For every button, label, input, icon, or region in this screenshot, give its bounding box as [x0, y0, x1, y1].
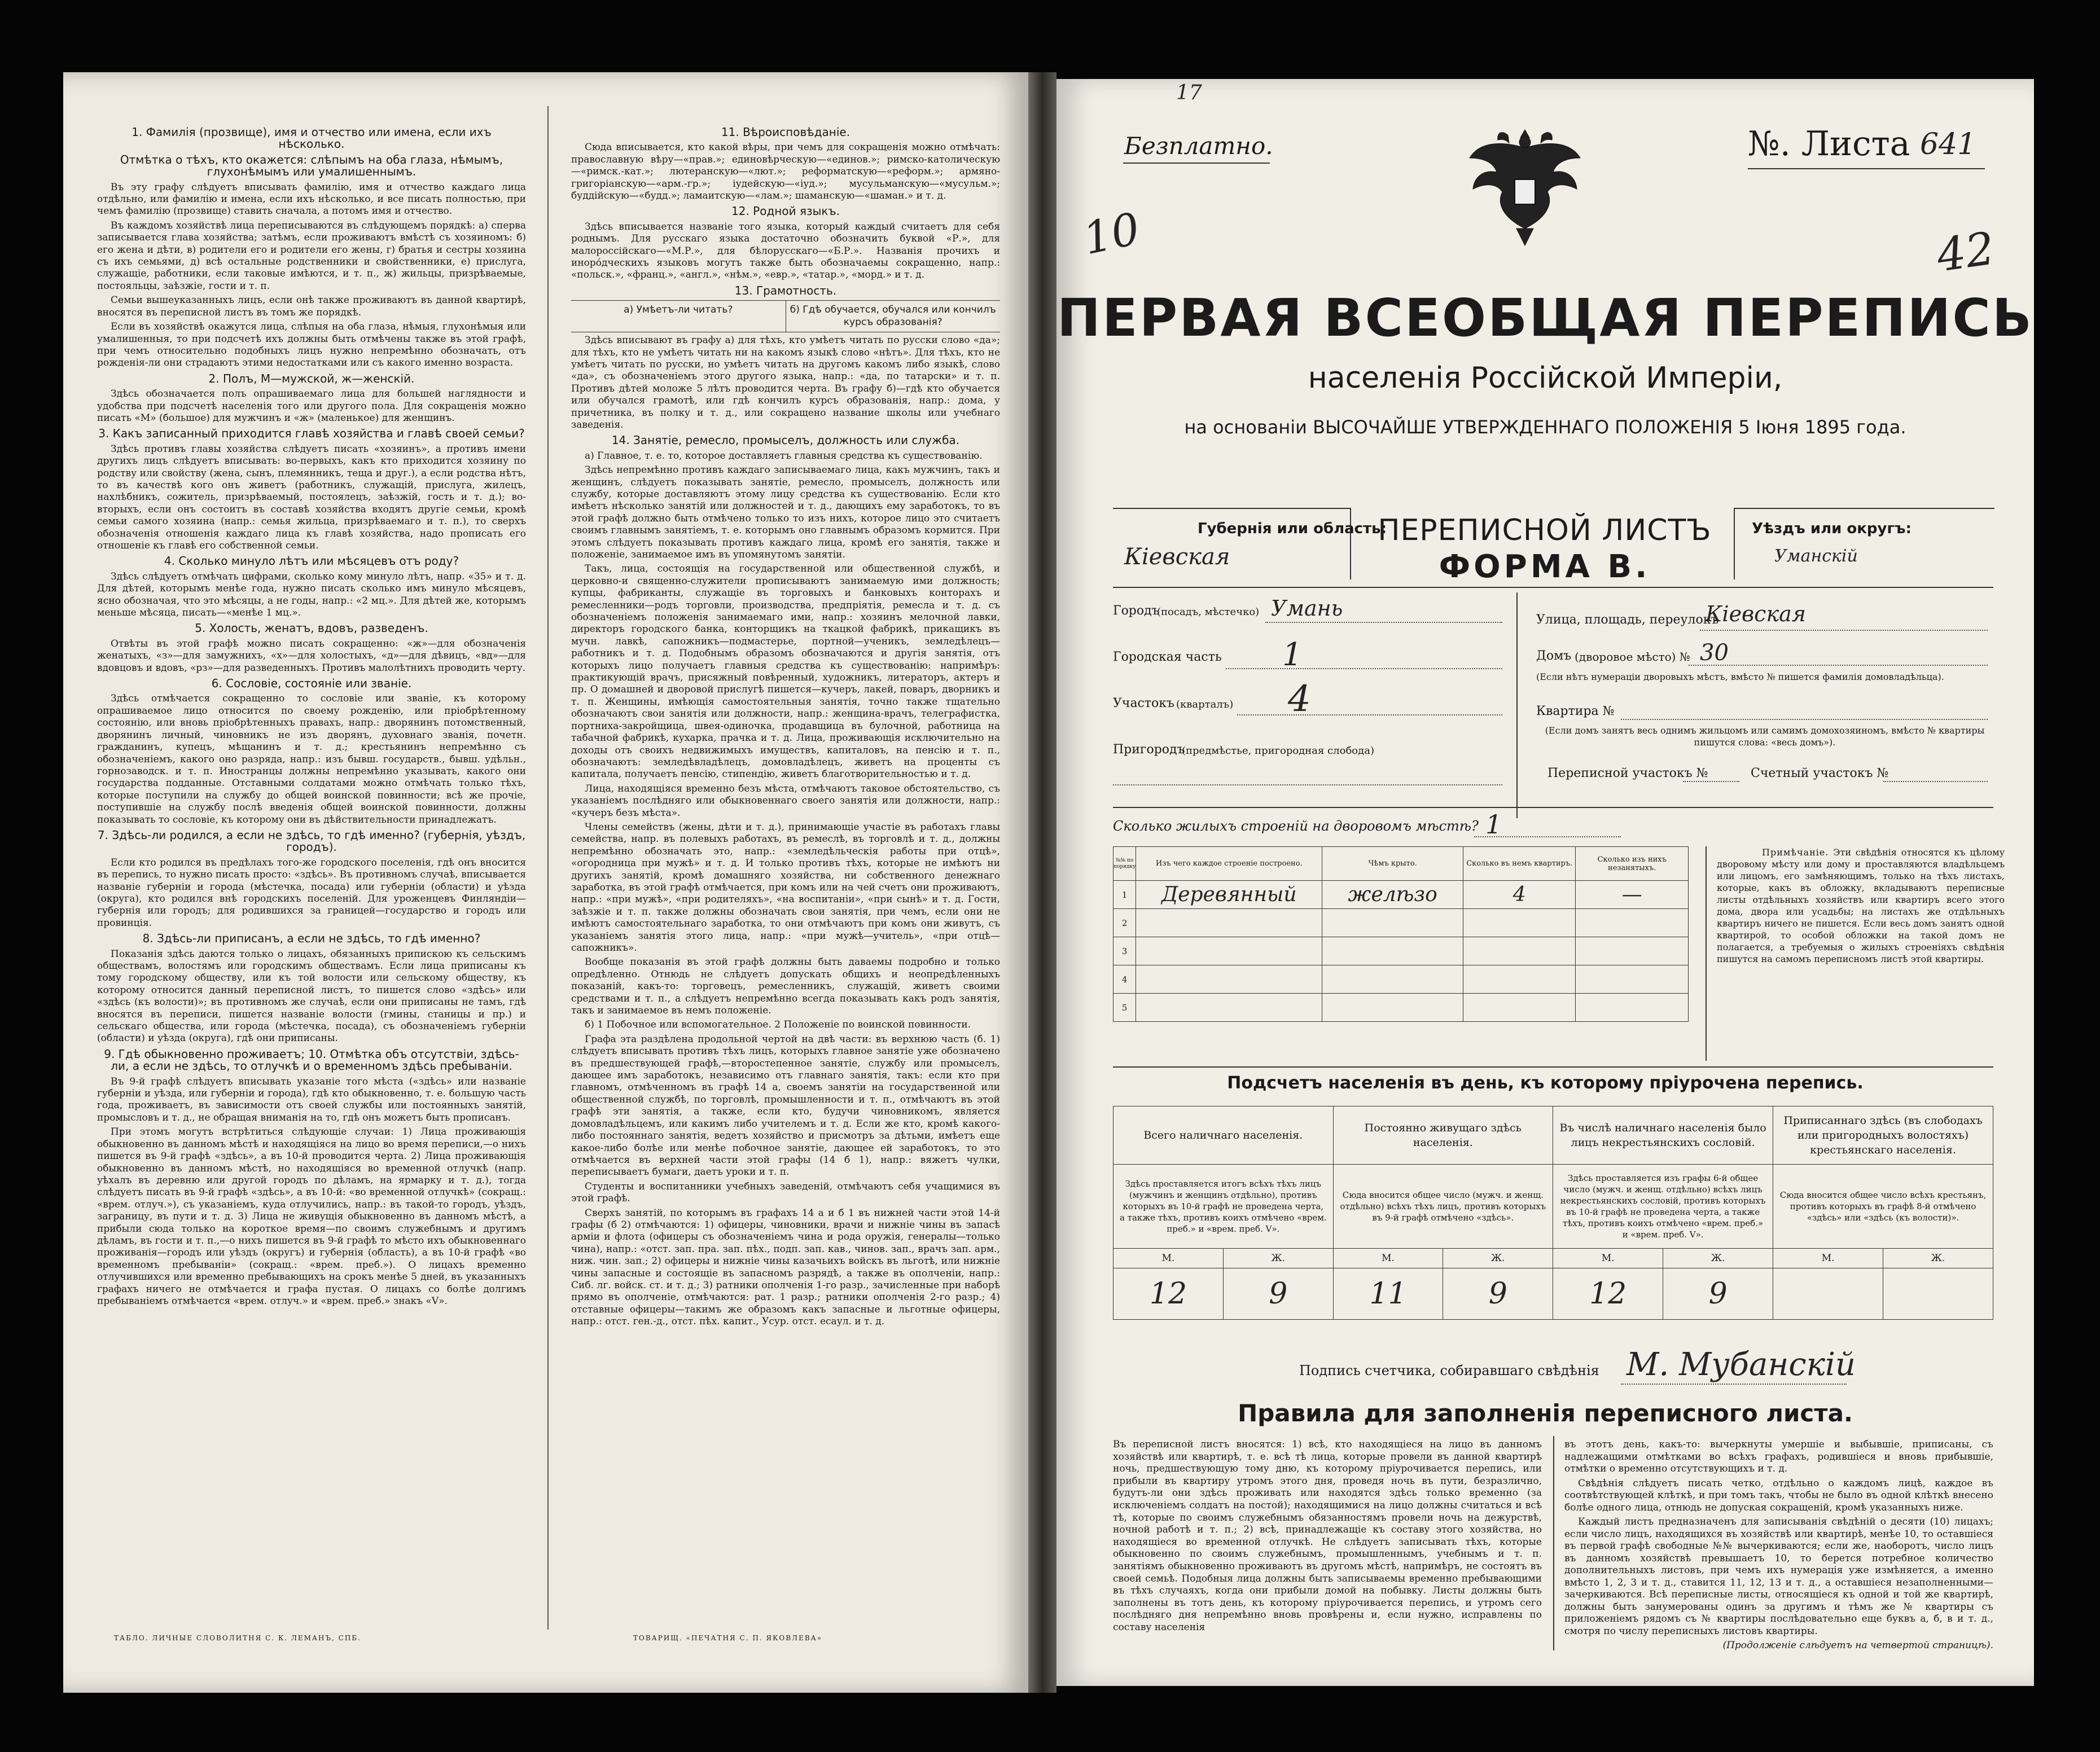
- bld-cell-apts: [1463, 937, 1576, 965]
- suburb-line: [1113, 784, 1502, 785]
- gubernia-box: [1113, 508, 1387, 579]
- instruction-paragraph: Вообще показанія въ этой графѣ должны быть даваемы подробно и только опредѣленно. Отнюдь не слѣдуетъ допускать общихъ и неопредѣленныхъ показаній, какъ-то: торговецъ, ремесленникъ, служащій, живетъ своими средствами и т. п., а слѣдуетъ непремѣнно всегда показывать какъ родъ занятія, такъ и занимаемое въ немъ положеніе.: [571, 956, 1000, 1017]
- bld-cell-material: [1136, 965, 1322, 994]
- pop-value-z: 9: [1443, 1268, 1553, 1320]
- instruction-heading: 1. Фамилія (прозвище), имя и отчество или имена, если ихъ нѣсколько.: [131, 125, 492, 151]
- rules-column-1: Въ переписной листъ вносятся: 1) всѣ, кто находящіеся на лицо въ данномъ хозяйствѣ или квартирѣ, т. е. всѣ тѣ лица, которые провели въ данной квартирѣ ночь, предшествующую тому дню, къ которому пріурочивается перепись, или прибыли въ квартиру утромъ этого дня, проведя ночь въ пути, безразлично, будутъ-ли они здѣсь проживать или находятся здѣсь только временно (за исключеніемъ солдатъ на постой); находящимися на лицо должны считаться и всѣ тѣ, которые по своимъ служебнымъ обязанностямъ провели ночь на дежурствѣ, ночной работѣ и т. п.; 2) всѣ, принадлежащіе къ составу этого хозяйства, но находящіеся во временной отлучкѣ. Не слѣдуетъ записывать тѣхъ, которые обыкновенно по своимъ служебнымъ, промышленнымъ, учебнымъ и т. п. занятіямъ обыкновенно проживаютъ въ другомъ мѣстѣ, напримѣръ, не состоятъ въ своей семьѣ. Подобныя лица должны быть записываемы временно пребывающими въ тѣхъ случаяхъ, когда они прибыли домой на побывку. Листы должны быть заполнены въ тотъ день, къ которому пріурочивается перепись, и утромъ сего послѣдняго дня непремѣнно вновь провѣрены и, если нужно, исправлены по составу населенія: [1113, 1439, 1542, 1633]
- pop-description-1: Сюда вносится общее число (мужч. и женщ. отдѣльно) всѣхъ тѣхъ лицъ, противъ которыхъ въ 9-й графѣ отмѣчено «здѣсь».: [1333, 1165, 1553, 1249]
- pop-sex-label-m: М.: [1553, 1249, 1663, 1268]
- buildings-line: [1474, 836, 1621, 837]
- fields-bottom-rule: [1113, 807, 1993, 808]
- pop-sex-label-z: Ж.: [1663, 1249, 1773, 1268]
- gubernia-label: Губернія или область:: [1198, 520, 1387, 537]
- apartment-line: [1621, 719, 1988, 720]
- bld-cell-apts: [1463, 994, 1576, 1022]
- literacy-sub-a: а) Умѣетъ-ли читать?: [571, 301, 786, 332]
- bld-cell-material: [1136, 994, 1322, 1022]
- rules-divider: [1553, 1436, 1554, 1650]
- table-row: [1113, 881, 1689, 909]
- uezd-label: Уѣздъ или округъ:: [1752, 520, 1912, 537]
- printer-imprint-right: ТОВАРИЩ. «ПЕЧАТНЯ С. П. ЯКОВЛЕВА»: [633, 1634, 823, 1642]
- signature-label: Подпись счетчика, собиравшаго свѣдѣнія: [1299, 1363, 1599, 1378]
- form-title: ФОРМА В.: [1439, 548, 1651, 585]
- instruction-heading: Отмѣтка о тѣхъ, кто окажется: слѣпымъ на оба глаза, нѣмымъ, глухонѣмымъ или умалишеннымъ.: [120, 152, 503, 179]
- margin-number-right: 42: [1934, 222, 1998, 282]
- instruction-paragraph: Такъ, лица, состоящія на государственной или общественной службѣ, и церковно-и священно-служители прописываютъ занимаемую ими должность; купцы, фабриканты, служащіе въ торговыхъ и банковыхъ конторахъ и ремесленники—родъ торговли, производства, предпріятія, ремесла и т. д. съ обозначеніемъ положенія занимаемаго ими, напр.: хозяинъ мелочной лавки, директоръ городского банка, конторщикъ на ткацкой фабрикѣ, прикащикъ въ мучн. лавкѣ, сапожникъ—подмастерье, портной—ученикъ, земледѣлецъ—работникъ и т. д. Подобнымъ образомъ обозначаются и другія занятія, отъ которыхъ лицо получаетъ главныя средства къ существованію: напримѣръ: практикующій врачъ, присяжный повѣренный, художникъ, литераторъ, актеръ и пр. О домашней и дворовой прислугѣ пишется—кучеръ, лакей, поваръ, дворникъ и т. п. Женщины, имѣющія самостоятельныя занятія, точно также тщательно обозначаютъ свои занятія или должности, напр.: женщина-врачъ, телеграфистка, портниха-закройщица, швея-одиночка, продавщица въ булочной, работница на табачной фабрикѣ, кухарка, прачка и т. д. Лица, проживающія исключительно на доходы отъ своихъ недвижимыхъ имуществъ, капиталовъ, на пенсію и т. п., обозначаютъ: земледѣвладѣлецъ, домовладѣлецъ, живетъ на проценты съ капитала, получаетъ пенсію, стипендію, живетъ благотворительностью и т. д.: [571, 563, 1000, 780]
- pop-sex-label-m: М.: [1773, 1249, 1883, 1268]
- instruction-paragraph: Семьи вышеуказанныхъ лицъ, если онѣ также проживаютъ въ данной квартирѣ, вносятся въ переписной листъ въ томъ же порядкѣ.: [97, 295, 526, 318]
- note-label: Примѣчаніе.: [1762, 847, 1829, 858]
- suburb-hint: (предмѣстье, пригородная слобода): [1182, 745, 1374, 757]
- city-label: Городъ: [1113, 604, 1160, 618]
- instruction-paragraph: Въ эту графу слѣдуетъ вписывать фамилію, имя и отчество каждаго лица отдѣльно, или фамилію и имена, если ихъ нѣсколько, и все писать полностью, при чемъ фамилію (прозвище) ставить сначала, а потомъ имя и отчество.: [97, 181, 526, 217]
- instruction-heading: 2. Полъ, М—мужской, ж—женскій.: [208, 371, 415, 385]
- buildings-bottom-rule: [1113, 1066, 1993, 1068]
- uezd-value: Уманскій: [1774, 546, 1858, 566]
- district-hint: (кварталъ): [1176, 699, 1234, 710]
- bld-cell-empty: [1576, 965, 1689, 994]
- instruction-paragraph: Сверхъ занятій, по которымъ въ графахъ 14 а и б 1 въ нижней части этой 14-й графы (б 2) отмѣчаются: 1) офицеры, чиновники, врачи и нижніе чины въ запасѣ арміи и флота (офицеры съ обозначеніемъ чина и рода оружія, генералы—только чина), напр.: «отст. зап. пра. зап. пѣх., подп. зап. кав., чинов. зап., врачъ зап. арм., ниж. чин. зап.; 2) офицеры и нижніе чины казачьихъ войскъ въ льготѣ, или нижніе чины запасные и состоящіе въ запасномъ разрядѣ, а также въ ополченіи, напр.: Сиб. лг. войск. ст. и т. д.; 3) ратники ополченія 1-го разр., зачисленные при наборѣ прямо въ ополченіе, отмѣчаются: рат. 1 разр.; ратники ополченія 2-го разр.; 4) отставные офицеры—такимъ же образомъ какъ запасные и льготные офицеры, напр.: отст. ген.-д., отст. пѣх. капит., Усур. отст. есаул. и т. д.: [571, 1207, 1000, 1328]
- bld-cell-roof: [1322, 937, 1463, 965]
- rules-title: Правила для заполненія переписного листа.: [1238, 1399, 1853, 1427]
- sheet-number-label: №. Листа: [1748, 124, 1910, 164]
- uezd-box: [1734, 508, 1994, 579]
- instruction-paragraph: Здѣсь отмѣчается сокращенно то сословіе или званіе, къ которому опрашиваемое лицо относится по своему рожденію, или пріобрѣтенному состоянію, или вновь пріобрѣтенныхъ правахъ, напр.: дворянинъ потомственный, дворянинъ личный, чиновникъ не изъ дворянъ, духовнаго званія, почетн. гражданинъ, купецъ, мѣщанинъ и т. д.; крестьянинъ непремѣнно съ обозначеніемъ, какого оно разряда, напр.: изъ бывш. государств., бывш. удѣльн., горнозаводск. и т. п. Иностранцы должны непремѣнно указывать, какого они государства подданные. Отставными солдатами можно отмѣчать только тѣхъ, которые поступили на службу до общей воинской повинности; всѣ же прочіе, поступившіе на службу послѣ введенія общей воинской повинности, должны показывать то сословіе, къ которому они въ дѣйствительности принадлежатъ.: [97, 693, 526, 825]
- pop-header-3: Приписаннаго здѣсь (въ слободахъ или пригородныхъ волостяхъ) крестьянскаго населенія.: [1773, 1106, 1993, 1165]
- pop-value-m: 11: [1333, 1268, 1443, 1320]
- sheet-title: ПЕРЕПИСНОЙ ЛИСТЪ: [1378, 513, 1712, 547]
- buildings-question: Сколько жилыхъ строеній на дворовомъ мѣстѣ?: [1113, 818, 1479, 834]
- street-label: Улица, площадь, переулокъ: [1536, 613, 1719, 627]
- instruction-heading: 3. Какъ записанный приходится главѣ хозяйства и главѣ своей семьи?: [98, 427, 525, 441]
- bld-cell-n: 4: [1113, 965, 1136, 994]
- instruction-heading: 13. Грамотность.: [734, 283, 837, 297]
- street-value: Кіевская: [1706, 601, 1806, 626]
- free-label-underline: [1123, 163, 1270, 164]
- census-district-label: Переписной участокъ №: [1547, 766, 1708, 780]
- instruction-paragraph: Здѣсь противъ главы хозяйства слѣдуетъ писать «хозяинъ», а противъ имени другихъ лицъ слѣдуетъ вписывать: во-первыхъ, какъ кто приходится хозяину по родству или свойству (жена, сынъ, племянникъ, теща и друг.), а если родства нѣтъ, то въ качествѣ кого онъ живетъ (работникъ, служащій, прислуга, жилецъ, нахлѣбникъ, сожитель, призрѣваемый, постоялецъ, заѣзжій, гость и т. д.); во-вторыхъ, если онъ состоитъ въ составѣ хозяйства входятъ другіе семьи, кромѣ семьи самого хозяина (напр.: семья жильца, призрѣваемаго и т. п.), то сверхъ обозначенія отношенія каждаго лица къ главѣ хозяйства, надо прописать его отношеніе къ главѣ его собственной семьи.: [97, 443, 526, 551]
- pop-value-z: 9: [1223, 1268, 1333, 1320]
- instruction-heading: 6. Сословіе, состояніе или званіе.: [211, 677, 412, 691]
- literacy-subheadings: [571, 300, 1000, 332]
- pop-value-m: 12: [1113, 1268, 1224, 1320]
- bld-cell-n: 3: [1113, 937, 1136, 965]
- pop-sex-label-z: Ж.: [1883, 1249, 1993, 1268]
- rules-col2-p3: Каждый листъ предназначенъ для записыванія свѣдѣній о десяти (10) лицахъ; если число лицъ, находящихся въ хозяйствѣ или квартирѣ, менѣе 10, то оставшіеся въ первой графѣ свободные №№ вычеркиваются; если же, наоборотъ, число лицъ въ данномъ хозяйствѣ превышаетъ 10, то берется потребное количество дополнительныхъ листовъ, при чемъ ихъ нумерація уже измѣняется, а именно вмѣсто 1, 2, 3 и т. д., ставится 11, 12, 13 и т. д., а оставшіеся незаполненными—зачеркиваются. Всѣ переписные листы, относящіеся къ одной и той же квартирѣ, должны быть занумерованы одинъ за другимъ и тѣмъ же № квартиры съ приложеніемъ рядомъ съ № квартиры послѣдовательно еще буквъ а, б, в и т. д., смотря по числу переписныхъ листовъ квартиры.: [1564, 1516, 1993, 1637]
- instruction-paragraph: Лица, находящіяся временно безъ мѣста, отмѣчаютъ таковое обстоятельство, съ указаніемъ послѣдняго или обыкновеннаго своего занятія или должности, напр.: «кучеръ безъ мѣста».: [571, 783, 1000, 819]
- instructions-column-2: [571, 123, 1000, 1624]
- apartment-note: (Если домъ занятъ весь однимъ жильцомъ или самимъ домохозяиномъ, вмѣсто № квартиры пишутся слова: «весь домъ»).: [1545, 725, 1985, 748]
- bld-header-empty: Сколько изъ нихъ незанятыхъ.: [1576, 847, 1689, 881]
- census-district-line: [1683, 781, 1739, 782]
- instruction-paragraph: Здѣсь вписывается названіе того языка, который каждый считаетъ для себя роднымъ. Для русскаго языка достаточно обозначить буквой «Р.», для малороссійскаго—«М.Р.», для бѣлорусскаго—«Б.Р.». Названія прочихъ и иноро́дческихъ языковъ могутъ также быть обозначаемы сокращенно, напр.: «польск.», «франц.», «англ.», «нѣм.», «евр.», «татар.», «морд.» и т. д.: [571, 221, 1000, 281]
- instruction-heading: 14. Занятіе, ремесло, промыселъ, должность или служба.: [611, 433, 960, 447]
- instruction-heading: 11. Вѣроисповѣданіе.: [721, 125, 850, 139]
- bld-header-material: Изъ чего каждое строеніе построено.: [1136, 847, 1322, 881]
- instruction-paragraph: Графа эта раздѣлена продольной чертой на двѣ части: въ верхнюю часть (б. 1) слѣдуетъ вписывать противъ тѣхъ лицъ, которыхъ главное занятіе уже обозначено въ предшествующей графѣ,—второстепенное занятіе, службу или промыселъ, дающее имъ заработокъ, независимо отъ главнаго занятія, такъ: если кто при главномъ, отмѣченномъ въ графѣ 14 а, своемъ занятіи на государственной или общественной службѣ, по торговлѣ, промышленности и т. п., отмѣчаютъ въ этой графѣ эти занятія, а также, если кто, будучи чиновникомъ, является домовладѣльцемъ, или какимъ либо учителемъ и т. д. Если же кто, кромѣ какого-либо постояннаго занятія, ведетъ хозяйство и присмотръ за дѣтьми, имѣетъ еще какое-либо болѣе или менѣе побочное занятіе, дающее ей заработокъ, то это отмѣчается въ верхней части этой графы (14 б 1), напр.: вяжетъ чулки, переписываетъ бумаги, даетъ уроки и т. п.: [571, 1033, 1000, 1178]
- table-row: [1113, 937, 1689, 965]
- instructions-column-1: [97, 123, 526, 1624]
- instruction-paragraph: б) 1 Побочное или вспомогательное. 2 Положеніе по воинской повинности.: [585, 1019, 971, 1031]
- bld-cell-roof: [1322, 994, 1463, 1022]
- instruction-paragraph: Сюда вписывается, кто какой вѣры, при чемъ для сокращенія можно отмѣчать: православную вѣру—«прав.»; единовѣрческую—«единов.»; римско-католическую—«римск.-кат.»; лютеранскую—«лют.»; реформатскую—«реформ.»; армяно-григоріанскую—«арм.-гр.»; іудейскую—«іуд.»; мусульманскую—«мусульм.»; буддійскую—«будд.»; ламаитскую—«лам.»; шаманскую—«шаман.» и т. д.: [571, 142, 1000, 202]
- house-label: Домъ: [1536, 649, 1572, 663]
- suburb-label: Пригородъ: [1113, 743, 1185, 757]
- book-spine: [1028, 72, 1056, 1693]
- bld-cell-apts: [1463, 909, 1576, 937]
- house-hint: (дворовое мѣсто) №: [1575, 650, 1690, 664]
- instruction-paragraph: Студенты и воспитанники учебныхъ заведеній, отмѣчаютъ себя учащимися въ этой графѣ.: [571, 1180, 1000, 1205]
- bld-cell-empty: —: [1576, 881, 1689, 909]
- pop-sex-label-m: М.: [1333, 1249, 1443, 1268]
- sheet-number-underline: [1748, 168, 1985, 169]
- instruction-heading: 12. Родной языкъ.: [731, 204, 840, 218]
- pop-value-z: 9: [1663, 1268, 1773, 1320]
- rules-col2-p1: въ этотъ день, какъ-то: вычеркнуты умершіе и выбывшіе, приписаны, съ надлежащими отмѣтками во всѣхъ графахъ, родившіеся и вновь прибывшіе, отмѣтки о временно отсутствующихъ и т. д.: [1564, 1439, 1993, 1474]
- rules-continued: (Продолженіе слѣдуетъ на четвертой страницѣ).: [1722, 1640, 1993, 1651]
- bld-cell-roof: [1322, 909, 1463, 937]
- pop-header-1: Постоянно живущаго здѣсь населенія.: [1333, 1106, 1553, 1165]
- house-line: [1689, 665, 1988, 666]
- imperial-eagle-emblem: [1463, 118, 1587, 248]
- instruction-paragraph: Отвѣты въ этой графѣ можно писать сокращенно: «ж»—для обозначенія женатыхъ, «з»—для замужнихъ, «х»—для холостыхъ, «д»—для дѣвицъ, «вд»—для вдовцовъ и вдовъ, «рз»—для разведенныхъ. Противъ малолѣтнихъ проводить черту.: [97, 638, 526, 674]
- column-divider: [547, 106, 549, 1630]
- instruction-heading: 7. Здѣсь-ли родился, а если не здѣсь, то гдѣ именно? (губернія, уѣздъ, городъ).: [97, 828, 526, 854]
- left-page: [63, 72, 1028, 1693]
- census-subtitle: населенія Россійской Имперіи,: [1308, 361, 1783, 395]
- instruction-paragraph: а) Главное, т. е. то, которое доставляетъ главныя средства къ существованію.: [585, 450, 983, 462]
- gubernia-value: Кіевская: [1124, 544, 1230, 570]
- signature-value: М. Мубанскій: [1626, 1346, 1856, 1383]
- instruction-paragraph: Здѣсь слѣдуетъ отмѣчать цифрами, сколько кому минуло лѣтъ, напр. «35» и т. д. Для дѣтей, которымъ менѣе года, нужно писать сколько имъ минуло мѣсяцевъ, ясно обозначая, что это мѣсяцы, а не годы, напр.: «2 мц.». Для дѣтей же, которымъ меньше мѣсяца, писать—«менѣе 1 мц.».: [97, 570, 526, 619]
- district-label: Участокъ: [1113, 696, 1175, 710]
- district-line: [1237, 714, 1502, 715]
- bld-cell-n: 5: [1113, 994, 1136, 1022]
- free-label: Безплатно.: [1124, 132, 1273, 160]
- population-title: Подсчетъ населенія въ день, къ которому пріурочена перепись.: [1227, 1073, 1864, 1093]
- pop-value-m: 12: [1553, 1268, 1663, 1320]
- pop-header-2: Въ числѣ наличнаго населенія было лицъ некрестьянскихъ сословій.: [1553, 1106, 1773, 1165]
- rules-col2-p2: Свѣдѣнія слѣдуетъ писать четко, отдѣльно о каждомъ лицѣ, каждое въ соотвѣтствующей клѣткѣ, и при томъ такъ, чтобы не было въ одной клѣткѣ внесено болѣе одного лица, отнюдь не допуская сокращеній, кромѣ указанныхъ ниже.: [1564, 1477, 1993, 1513]
- bld-cell-material: [1136, 937, 1322, 965]
- city-part-line: [1226, 668, 1502, 669]
- count-district-line: [1883, 781, 1988, 782]
- pop-sex-label-m: М.: [1113, 1249, 1224, 1268]
- census-title: ПЕРВАЯ ВСЕОБЩАЯ ПЕРЕПИСЬ: [1056, 288, 2034, 348]
- header-rule: [1113, 587, 1993, 588]
- instruction-paragraph: Показанія здѣсь даются только о лицахъ, обязанныхъ припискою къ сельскимъ обществамъ, волостямъ или городскимъ обществамъ. Если лица приписаны къ тому городскому обществу, или къ той волости или сельскому обществу, къ которому относится данный переписной листъ, то пишется слово «здѣсь» или «здѣсь (къ волости)»; въ противномъ же случаѣ, если они приписаны не тамъ, гдѣ вносятся въ переписи, пишется названіе волости (гмины, станицы и пр.) и сельскаго общества, или города (мѣстечка, посада), съ обозначеніемъ губерніи (области) и уѣзда (округа), гдѣ они приписаны.: [97, 948, 526, 1044]
- pop-sex-label-z: Ж.: [1223, 1249, 1333, 1268]
- city-part-label: Городская часть: [1113, 650, 1222, 664]
- signature-line: [1621, 1384, 1847, 1385]
- literacy-sub-b: б) Гдѣ обучается, обучался или кончилъ курсъ образованія?: [790, 304, 996, 328]
- instruction-paragraph: Здѣсь обозначается полъ опрашиваемаго лица для большей наглядности и удобства при подсчетѣ населенія того или другого пола. Для сокращенія можно писать «М» (большое) для мужчинъ и «ж» (маленькое) для женщинъ.: [97, 388, 526, 424]
- buildings-value: 1: [1485, 809, 1502, 840]
- bld-cell-n: 2: [1113, 909, 1136, 937]
- pop-description-3: Сюда вносится общее число всѣхъ крестьянъ, противъ которыхъ въ графѣ 8-й отмѣчено «здѣсь» или «здѣсь (къ волости)».: [1773, 1165, 1993, 1249]
- bld-cell-apts: [1463, 965, 1576, 994]
- count-district-label: Счетный участокъ №: [1751, 766, 1889, 780]
- note-block: [1706, 846, 2005, 1061]
- district-value: 4: [1288, 678, 1311, 720]
- corner-number: 17: [1176, 81, 1202, 104]
- pop-description-2: Здѣсь проставляется изъ графы 6-й общее число (мужч. и женщ. отдѣльно) всѣхъ лицъ некрестьянскихъ сословій, противъ которыхъ въ 10-й графѣ не проведена черта, а также тѣхъ, противъ коихъ отмѣчено «врем. преб.» и «врем. преб. V».: [1553, 1165, 1773, 1249]
- pop-value-z: [1883, 1268, 1993, 1320]
- apartment-label: Квартира №: [1536, 704, 1615, 718]
- fields-divider: [1516, 592, 1518, 818]
- pop-description-0: Здѣсь проставляется итогъ всѣхъ тѣхъ лицъ (мужчинъ и женщинъ отдѣльно), противъ которыхъ въ 10-й графѣ не проведена черта, а также тѣхъ, противъ коихъ отмѣчено «врем. преб.» и «врем. преб. V».: [1113, 1165, 1334, 1249]
- bld-cell-material: [1136, 909, 1322, 937]
- bld-cell-apts: 4: [1463, 881, 1576, 909]
- bld-header-number: №№ по порядку: [1113, 847, 1136, 881]
- pop-header-0: Всего наличнаго населенія.: [1113, 1106, 1334, 1165]
- note-text: Эти свѣдѣнія относятся къ цѣлому дворовому мѣсту или дому и проставляются владѣльцемъ или лицомъ, его замѣняющимъ, только на тѣхъ листахъ, которые, какъ въ обложку, вкладываютъ переписные листы отдѣльныхъ хозяйствъ или квартиръ всего этого дома, двора или усадьбы; на листахъ же отдѣльныхъ квартиръ ничего не пишется. Если весь домъ занятъ одной квартирой, то особой обложки на такой домъ не полагается, а требуемыя о жилыхъ строеніяхъ свѣдѣнія пишутся на самомъ переписномъ листѣ этой квартиры.: [1717, 847, 2005, 964]
- bld-cell-roof: [1322, 965, 1463, 994]
- census-basis: на основаніи ВЫСОЧАЙШЕ УТВЕРЖДЕННАГО ПОЛОЖЕНІЯ 5 Іюня 1895 года.: [1184, 416, 1906, 438]
- instruction-heading: 5. Холость, женатъ, вдовъ, разведенъ.: [195, 621, 428, 635]
- pop-value-m: [1773, 1268, 1883, 1320]
- buildings-table: [1113, 846, 1689, 1022]
- right-page: [1056, 79, 2034, 1686]
- instruction-paragraph: Здѣсь вписывают въ графу а) для тѣхъ, кто умѣетъ читать по русски слово «да»; для тѣхъ, кто не умѣетъ читать ни на какомъ языкѣ слово «нѣтъ». Для тѣхъ, кто не умѣетъ читать по русски, но умѣетъ читать на другомъ какомъ либо языкѣ, слово «да», съ обозначеніемъ этого другого языка, напр.: «да, по татарски» и т. п. Противъ дѣтей моложе 5 лѣтъ проводится черта. Въ графу б)—гдѣ кто обучается или обучался грамотѣ, или гдѣ кончилъ курсъ образованія, напр.: дома, у причетника, въ полку и т. д., или сокращено название школы или учебнаго заведенія.: [571, 335, 1000, 431]
- instruction-heading: 8. Здѣсь-ли приписанъ, а если не здѣсь, то гдѣ именно?: [142, 932, 481, 946]
- instruction-paragraph: Въ 9-й графѣ слѣдуетъ вписывать указаніе того мѣста («здѣсь» или названіе губерніи и уѣзда, или губерніи и города), гдѣ кто обыкновенно, т. е. большую часть года, проживаетъ, въ зависимости отъ своей службы или постоянныхъ занятій, промысловъ и т. д., не обращая вниманія на то, гдѣ онъ можетъ быть прописанъ.: [97, 1075, 526, 1123]
- printer-imprint-left: ТАБЛО. ЛИЧНЫЕ СЛОВОЛИТНЯ С. К. ЛЕМАНЪ, СПБ.: [114, 1634, 361, 1642]
- bld-cell-empty: [1576, 994, 1689, 1022]
- city-part-value: 1: [1282, 636, 1303, 673]
- margin-number-left: 10: [1079, 203, 1145, 265]
- bld-cell-roof: желѣзо: [1322, 881, 1463, 909]
- table-row: [1113, 994, 1689, 1022]
- city-value: Умань: [1271, 596, 1343, 621]
- city-line: [1265, 622, 1502, 623]
- instruction-paragraph: Если кто родился въ предѣлахъ того-же городского поселенія, гдѣ онъ вносится въ перепись, то нужно писать просто: «здѣсь». Въ противномъ случаѣ, вписывается названіе губерніи и города (мѣстечка, посада) или губерніи (области) и уѣзда (округа), кто родился внѣ городскихъ поселеній. Для уроженцевъ Финляндіи—губернія или городъ; для родившихся за границей—государство и городъ или провинція.: [97, 857, 526, 929]
- pop-sex-label-z: Ж.: [1443, 1249, 1553, 1268]
- house-value: 30: [1700, 640, 1729, 666]
- bld-cell-material: Деревянный: [1136, 881, 1322, 909]
- city-hint: (посадъ, мѣстечко): [1157, 606, 1260, 618]
- bld-cell-empty: [1576, 909, 1689, 937]
- instruction-paragraph: Члены семействъ (жены, дѣти и т. д.), принимающіе участіе въ работахъ главы семейства, напр. въ полевыхъ работахъ, въ ремеслѣ, въ торговлѣ и т. д., должны непремѣнно обозначать это, напр.: «земледѣльческія работы при отцѣ», «огородница при мужѣ» и т. д. И только противъ тѣхъ, которые не имѣютъ ни другихъ занятій, кромѣ домашняго хозяйства, ни собственного денежнаго заработка, въ этой графѣ отмѣчается, при комъ или на чей счетъ они проживаютъ, напр.: «при мужѣ», «при родителяхъ», «на воспитаніи», «при сынѣ» и т. д. Гости, заѣзжіе и т. п. также должны обозначать свои занятія, при чемъ, если они не имѣютъ самостоятельнаго заработка, то они отмѣчаютъ при комъ они живутъ, съ указаніемъ занятія этого лица, напр.: «при мужѣ—учитель», «при отцѣ—сапожникъ».: [571, 821, 1000, 954]
- instruction-paragraph: Здѣсь непремѣнно противъ каждаго записываемаго лица, какъ мужчинъ, такъ и женщинъ, слѣдуетъ показывать занятіе, ремесло, промыселъ, должность или службу, которые доставляютъ этому лицу средства къ существованію. Если кто имѣетъ нѣсколько занятій или должностей и т. д., дающихъ ему заработокъ, то въ этой графѣ должно быть отмѣчено только то изъ нихъ, которое лицо это считаетъ своимъ главнымъ занятіемъ, т. е. которымъ оно главнымъ образомъ кормится. При этомъ слѣдуетъ показывать противъ каждаго лица, кромѣ его занятія, также и положеніе, занимаемое имъ въ упомянутомъ занятіи.: [571, 464, 1000, 560]
- instruction-paragraph: Если въ хозяйствѣ окажутся лица, слѣпыя на оба глаза, нѣмыя, глухонѣмыя или умалишенныя, то при подсчетѣ ихъ должны быть отмѣчены также въ этой графѣ, при чемъ относительно подобныхъ лицъ нужно непремѣнно обозначать, отъ рожденія-ли они страдаютъ этими недостатками или съ какого именно возраста.: [97, 321, 526, 369]
- bld-header-apartments: Сколько въ немъ квартиръ.: [1463, 847, 1576, 881]
- instruction-paragraph: Въ каждомъ хозяйствѣ лица переписываются въ слѣдующемъ порядкѣ: а) сперва записывается глава хозяйства; затѣмъ, если проживаютъ вмѣстѣ съ хозяиномъ: б) его жена и дѣти, в) родители его и родители его жены, г) братья и сестры хозяина съ ихъ семьями, д) всѣ остальные родственники и свойственники, е) прислуга, служащіе, работники, если таковые имѣются, и т. п., ж) жильцы, призрѣваемые, постояльцы, заѣзжіе, гости и т. п.: [97, 219, 526, 292]
- bld-cell-n: 1: [1113, 881, 1136, 909]
- sheet-number-value: 641: [1920, 128, 1976, 161]
- table-row: [1113, 909, 1689, 937]
- instruction-paragraph: При этомъ могутъ встрѣтиться слѣдующіе случаи: 1) Лица проживающія обыкновенно въ данномъ мѣстѣ и находящіяся на лицо во время переписи,—о нихъ пишется въ 9-й графѣ «здѣсь», а въ 10-й проводится черта. 2) Лица проживающія обыкновенно въ данномъ мѣстѣ, но находящіяся во временной отлучкѣ (напр. уѣхалъ въ деревню или другой городъ по дѣламъ, на ярмарку и т. д.), тогда слѣдуетъ писать въ 9-й графѣ «здѣсь», а въ 10-й: «во временной отлучкѣ» (сокращ.: «врем. отлуч.»), съ указаніемъ, куда отлучились, напр.: въ такой-то городъ, уѣздъ, заграницу, въ пути и т. д. 3) Лица не живущія обыкновенно въ данномъ мѣстѣ, а прибыли сюда только на короткое время—по своимъ служебнымъ и другимъ дѣламъ, въ гости и т. п.,—о нихъ пишется въ 9-й графѣ то мѣсто ихъ обыкновеннаго проживанія—городъ или уѣздъ (округъ) и губернія (область), а въ 10-й графѣ «во временномъ пребываніи» (сокращ.: «врем. преб.»). О лицахъ временно отлучившихся или временно пребывающихъ на срокъ менѣе 5 дней, въ указанныхъ графахъ ничего не отмѣчается и графа пустая. О лицахъ со болѣе долгимъ пребываніемъ отмѣчается «врем. отлуч.» и «врем. преб.» знакъ «V».: [97, 1126, 526, 1307]
- bld-header-roof: Чѣмъ крыто.: [1322, 847, 1463, 881]
- table-row: [1113, 965, 1689, 994]
- population-table: [1113, 1106, 1993, 1320]
- rules-column-2: [1564, 1439, 1993, 1653]
- instruction-heading: 4. Сколько минуло лѣтъ или мѣсяцевъ отъ роду?: [164, 554, 459, 568]
- instruction-heading: 9. Гдѣ обыкновенно проживаетъ; 10. Отмѣтка объ отсутствіи, здѣсь-ли, а если не здѣсь, то отлучкѣ и о временномъ здѣсь пребываніи.: [104, 1047, 519, 1073]
- bld-cell-empty: [1576, 937, 1689, 965]
- house-note: (Если нѣтъ нумераціи дворовыхъ мѣстъ, вмѣсто № пишется фамилія домовладѣльца).: [1536, 671, 1944, 682]
- street-line: [1700, 630, 1988, 631]
